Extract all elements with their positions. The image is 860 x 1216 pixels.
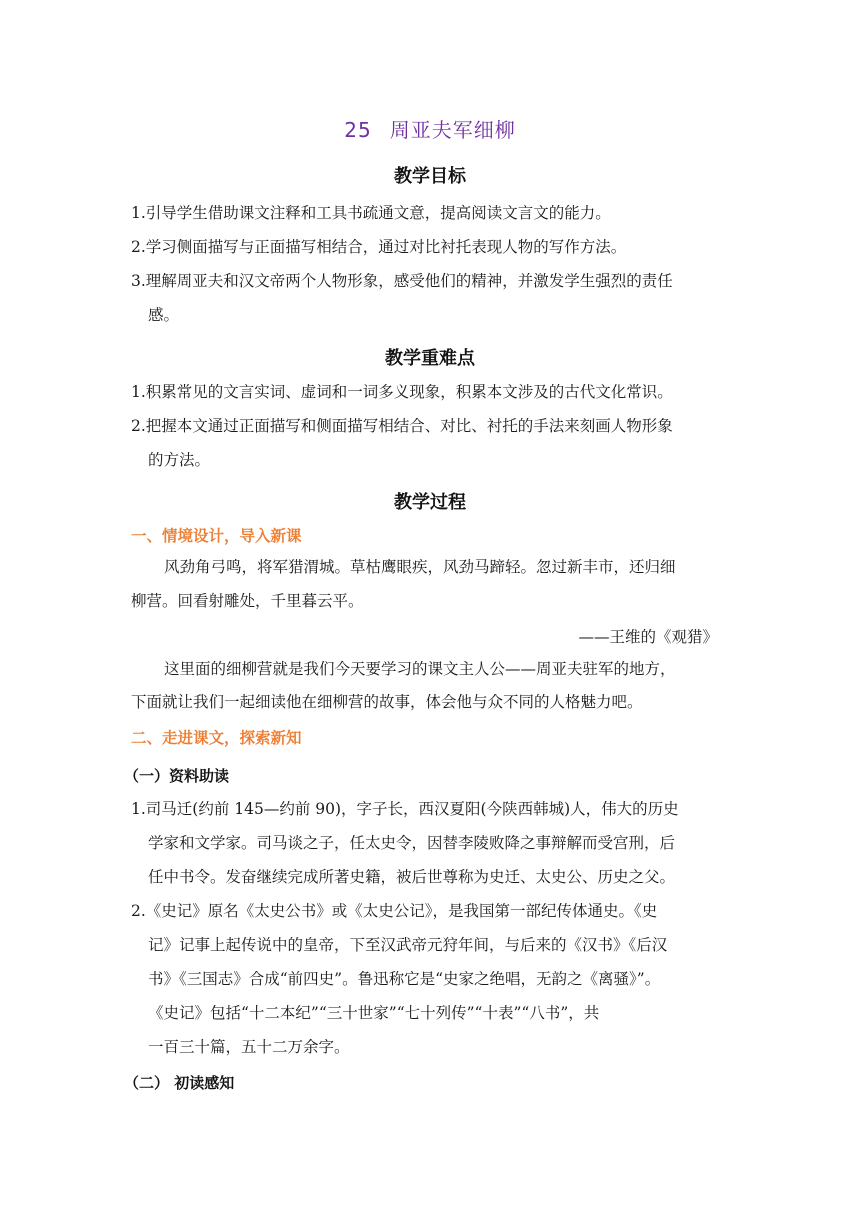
poem-line: 柳营。回看射雕处，千里暮云平。 (131, 592, 364, 610)
key-points-heading: 教学重难点 (385, 348, 475, 369)
reference-line: 记》记事上起传说中的皇帝，下至汉武帝元狩年间，与后来的《汉书》《后汉 (148, 936, 668, 954)
intro-line: 下面就让我们一起细读他在细柳营的故事，体会他与众不同的人格魅力吧。 (131, 693, 643, 711)
objective-line: 感。 (148, 306, 180, 324)
objectives-heading: 教学目标 (394, 166, 466, 187)
objective-line: 1.引导学生借助课文注释和工具书疏通文意，提高阅读文言文的能力。 (131, 204, 611, 222)
objective-line: 2.学习侧面描写与正面描写相结合，通过对比衬托表现人物的写作方法。 (131, 238, 627, 256)
lesson-title: 周亚夫军细柳 (389, 118, 516, 142)
reference-line: 1.司马迁(约前 145—约前 90)，字子长，西汉夏阳(今陕西韩城)人，伟大的历史 (131, 800, 679, 818)
reference-line: 2.《史记》原名《太史公书》或《太史公记》，是我国第一部纪传体通史。《史 (131, 902, 658, 920)
reference-line: 《史记》包括“十二本纪”“三十世家”“七十列传”“十表”“八书”，共 (148, 1004, 600, 1022)
intro-line: 这里面的细柳营就是我们今天要学习的课文主人公——周亚夫驻军的地方， (164, 660, 676, 678)
poem-line: 风劲角弓鸣，将军猎渭城。草枯鹰眼疾，风劲马蹄轻。忽过新丰市，还归细 (164, 558, 676, 576)
subsection-heading: （二） 初读感知 (124, 1074, 235, 1092)
reference-line: 书》《三国志》合成“前四史”。鲁迅称它是“史家之绝唱，无韵之《离骚》”。 (148, 970, 661, 988)
reference-line: 一百三十篇，五十二万余字。 (148, 1038, 350, 1056)
section-heading: 二、走进课文，探索新知 (131, 729, 302, 747)
process-heading: 教学过程 (394, 492, 466, 513)
section-heading: 一、情境设计，导入新课 (131, 527, 302, 545)
lesson-number: 25 (344, 118, 372, 142)
subsection-heading: （一）资料助读 (124, 767, 230, 785)
page-title (0, 114, 860, 143)
reference-line: 学家和文学家。司马谈之子，任太史令，因替李陵败降之事辩解而受宫刑，后 (148, 834, 676, 852)
reference-line: 任中书令。发奋继续完成所著史籍，被后世尊称为史迁、太史公、历史之父。 (148, 868, 676, 886)
key-point-line: 的方法。 (148, 451, 211, 469)
objective-line: 3.理解周亚夫和汉文帝两个人物形象，感受他们的精神，并激发学生强烈的责任 (131, 272, 673, 290)
key-point-line: 2.把握本文通过正面描写和侧面描写相结合、对比、衬托的手法来刻画人物形象 (131, 417, 673, 435)
key-point-line: 1.积累常见的文言实词、虚词和一词多义现象，积累本文涉及的古代文化常识。 (131, 383, 673, 401)
poem-attribution: ——王维的《观猎》 (578, 628, 718, 646)
